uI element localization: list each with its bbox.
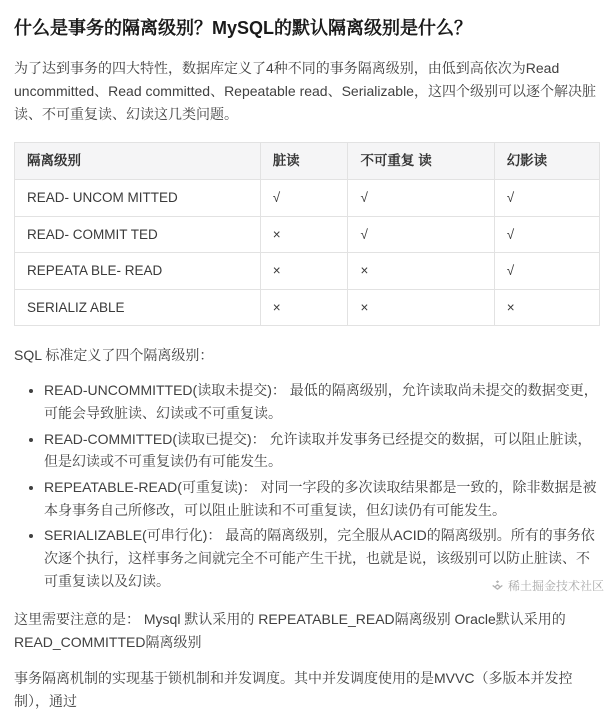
sql-standard-paragraph: SQL 标准定义了四个隔离级别： <box>14 347 214 364</box>
table-header-row <box>15 143 600 180</box>
cell-level: REPEATA BLE- READ <box>15 253 261 290</box>
cell-dirty: √ <box>260 180 348 217</box>
table-row <box>15 216 600 253</box>
cell-dirty: × <box>260 253 348 290</box>
cell-level: READ- UNCOM MITTED <box>15 180 261 217</box>
isolation-levels-list <box>14 379 600 592</box>
table-row <box>15 180 600 217</box>
table-row <box>15 253 600 290</box>
watermark-text: 稀土掘金技术社区 <box>507 579 604 593</box>
list-item-read-committed: • READ-COMMITTED(读取已提交)： 允许读取并发事务已经提交的数据，可以阻止脏读，但是幻读或不可重复读仍有可能发生。 <box>44 428 600 473</box>
cell-phantom: × <box>494 289 599 326</box>
col-header-phantom-read: 幻影读 <box>494 143 599 180</box>
cell-nonrepeat: √ <box>348 216 494 253</box>
footer-paragraph: 事务隔离机制的实现基于锁机制和并发调度。其中并发调度使用的是MVVC（多版本并发控制），通过 <box>14 669 573 709</box>
isolation-levels-table <box>14 142 600 326</box>
table-row <box>15 289 600 326</box>
cell-nonrepeat: √ <box>348 180 494 217</box>
note-paragraph: 这里需要注意的是： Mysql 默认采用的 REPEATABLE_READ隔离级别 Oracle默认采用的 READ_COMMITTED隔离级别 <box>14 611 566 651</box>
list-item-repeatable-read: • REPEATABLE-READ(可重复读)： 对同一字段的多次读取结果都是一致的，除非数据是被本身事务自己所修改，可以阻止脏读和不可重复读，但幻读仍有可能发生。 <box>44 476 600 521</box>
col-header-isolation-level: 隔离级别 <box>15 143 261 180</box>
cell-phantom: √ <box>494 216 599 253</box>
page-title: 什么是事务的隔离级别？MySQL的默认隔离级别是什么？ <box>14 18 473 38</box>
cell-phantom: √ <box>494 253 599 290</box>
watermark <box>489 576 606 595</box>
cell-dirty: × <box>260 289 348 326</box>
intro-paragraph: 为了达到事务的四大特性，数据库定义了4种不同的事务隔离级别，由低到高依次为Read uncommitted、Read committed、Repeatable read、Serializable，这四个级别可以逐个解决脏读、不可重复读、幻读这几类问题。 <box>14 60 596 123</box>
cell-nonrepeat: × <box>348 289 494 326</box>
col-header-nonrepeatable-read: 不可重复 读 <box>348 143 494 180</box>
cell-dirty: × <box>260 216 348 253</box>
list-item-read-uncommitted: • READ-UNCOMMITTED(读取未提交)： 最低的隔离级别，允许读取尚未提交的数据变更，可能会导致脏读、幻读或不可重复读。 <box>44 379 600 424</box>
col-header-dirty-read: 脏读 <box>260 143 348 180</box>
cell-nonrepeat: × <box>348 253 494 290</box>
juejin-logo-icon <box>491 579 504 592</box>
cell-phantom: √ <box>494 180 599 217</box>
list-item-serializable: • SERIALIZABLE(可串行化)： 最高的隔离级别，完全服从ACID的隔离级别。所有的事务依次逐个执行，这样事务之间就完全不可能产生干扰，也就是说，该级别可以防止脏读、不可重复读以及幻读。 <box>44 524 600 592</box>
cell-level: READ- COMMIT TED <box>15 216 261 253</box>
cell-level: SERIALIZ ABLE <box>15 289 261 326</box>
